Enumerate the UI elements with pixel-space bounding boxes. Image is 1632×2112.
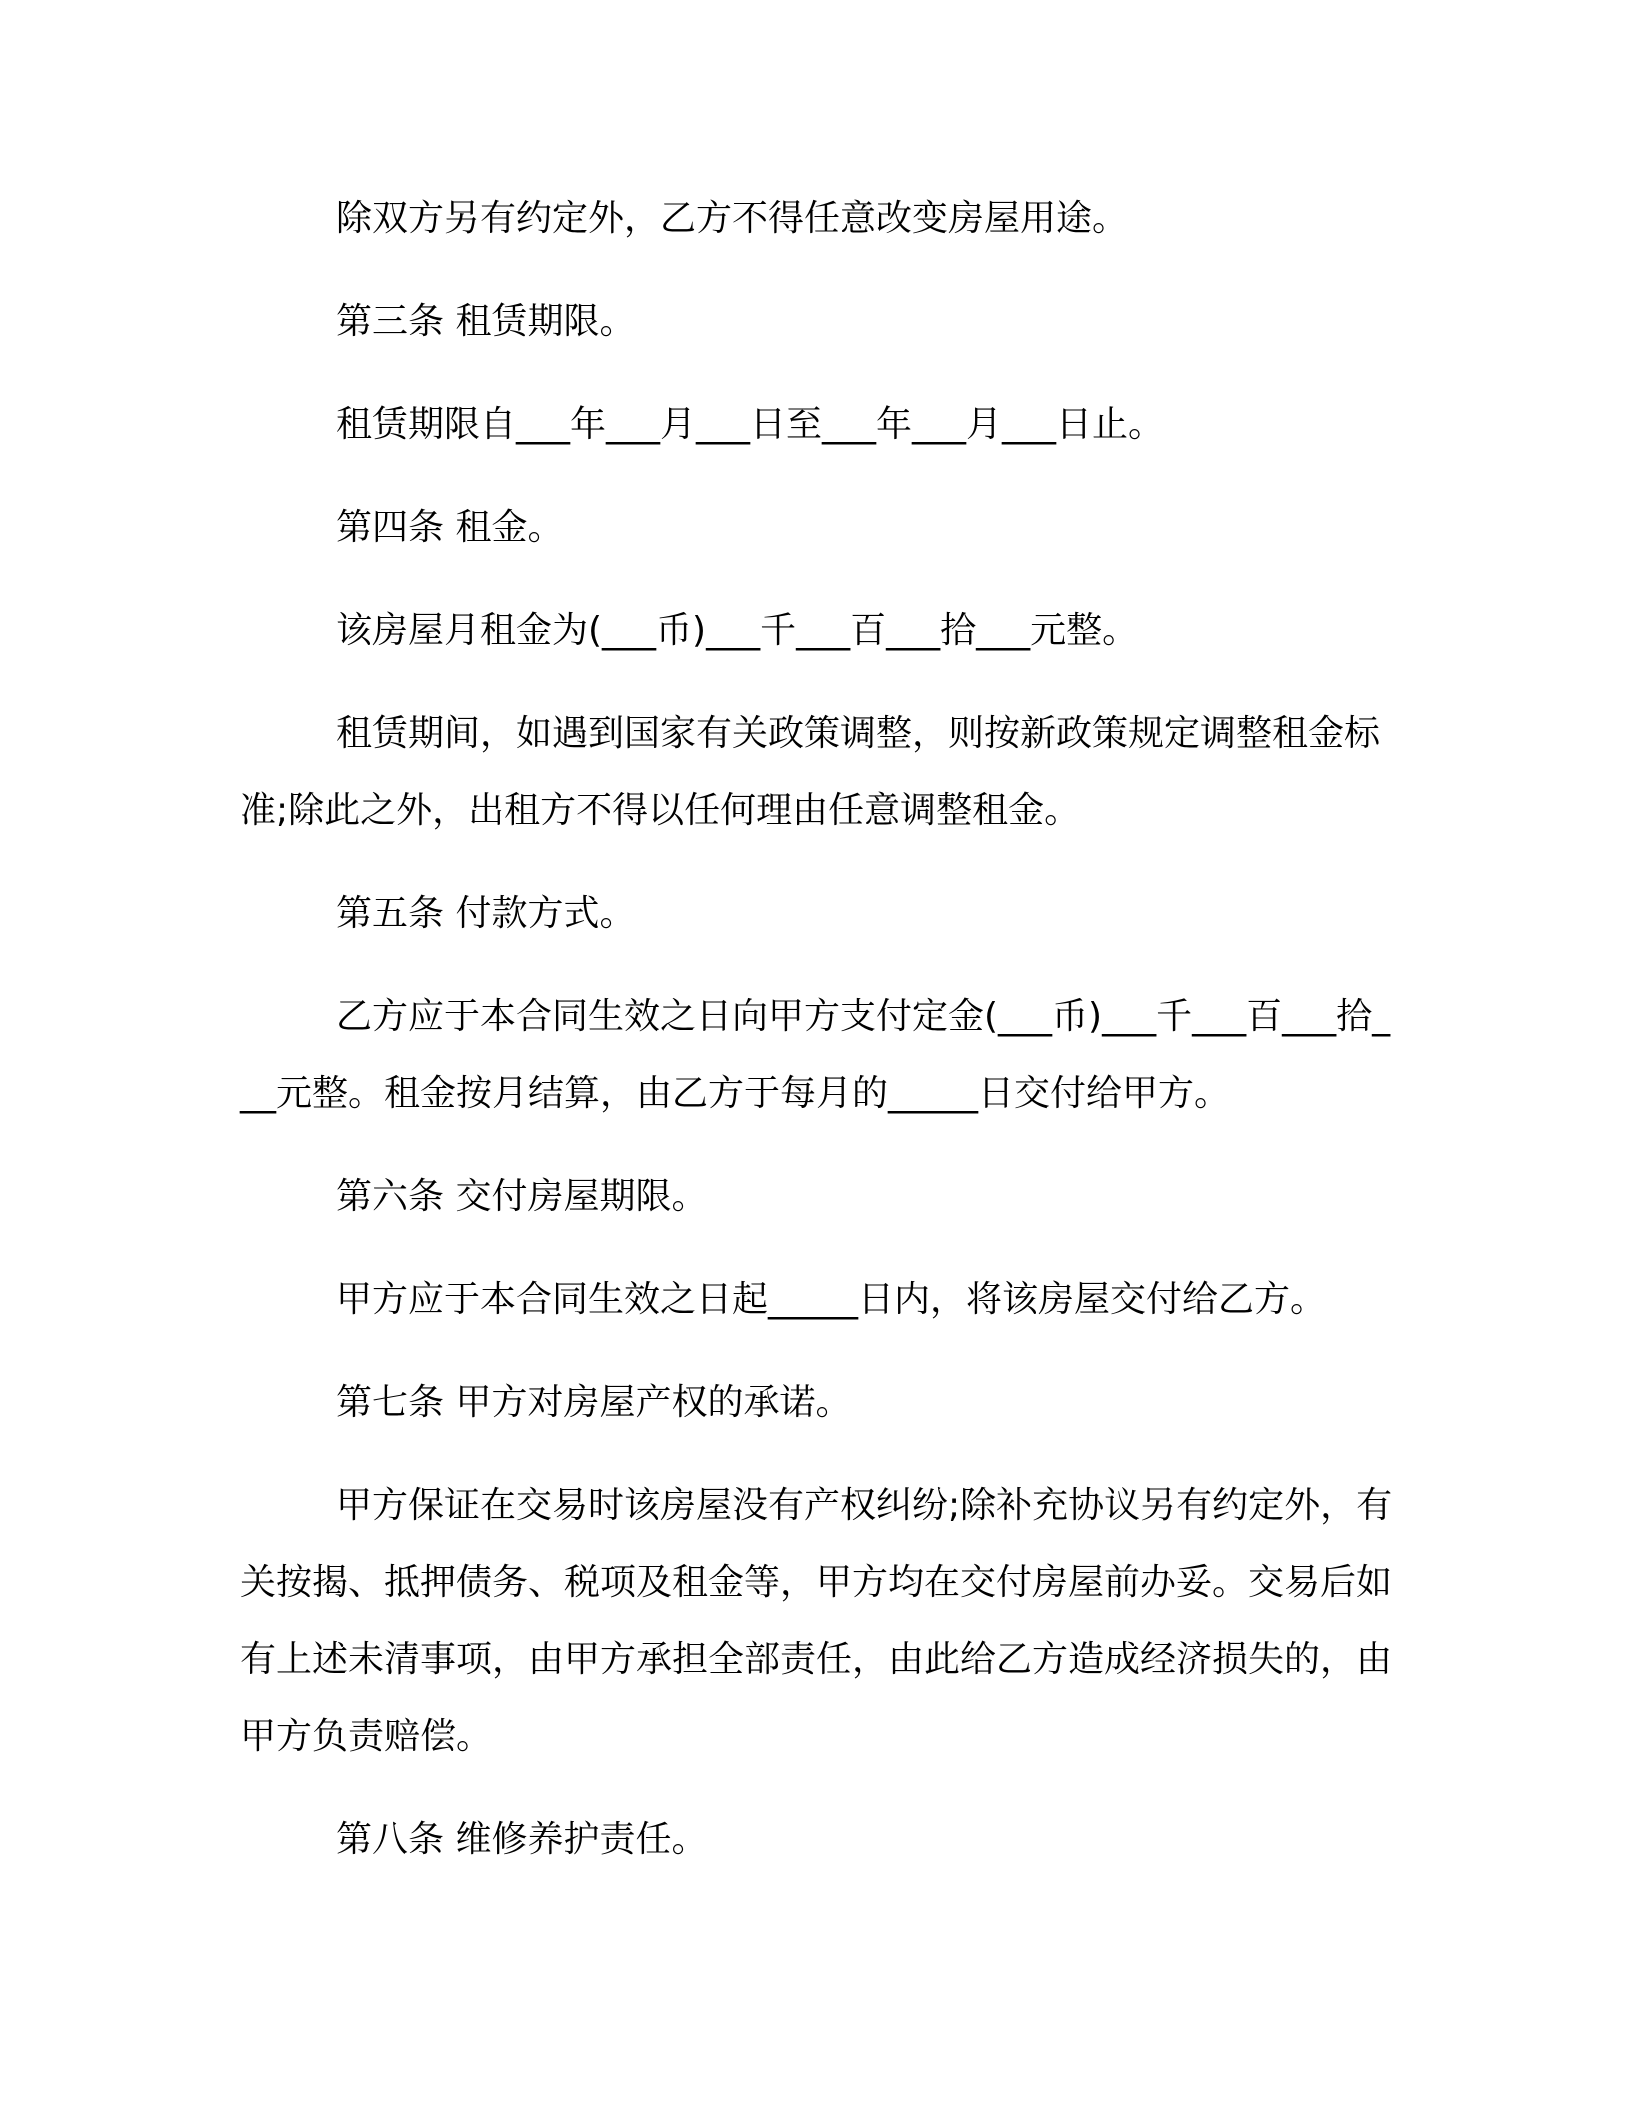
article-3-heading: 第三条 租赁期限。 bbox=[336, 301, 636, 342]
paragraph-monthly-rent: 该房屋月租金为(___币)___千___百___拾___元整。 bbox=[336, 610, 1139, 651]
paragraph-property-commitment: 甲方保证在交易时该房屋没有产权纠纷;除补充协议另有约定外，有关按揭、抵押债务、税项及租金等，甲方均在交付房屋前办妥。交易后如有上述未清事项，由甲方承担全部责任，由此给乙方造成经济损失的，由甲方负责赔偿。 bbox=[240, 1485, 1393, 1757]
paragraph-rent-adjustment: 租赁期间，如遇到国家有关政策调整，则按新政策规定调整租金标准;除此之外，出租方不得以任何理由任意调整租金。 bbox=[240, 713, 1381, 831]
paragraph-lease-term: 租赁期限自___年___月___日至___年___月___日止。 bbox=[336, 404, 1165, 445]
article-5-heading: 第五条 付款方式。 bbox=[336, 893, 636, 934]
paragraph-payment-method: 乙方应于本合同生效之日向甲方支付定金(___币)___千___百___拾___元整。租金按月结算，由乙方于每月的_____日交付给甲方。 bbox=[240, 996, 1391, 1114]
article-4-heading: 第四条 租金。 bbox=[336, 507, 564, 548]
article-7-heading: 第七条 甲方对房屋产权的承诺。 bbox=[336, 1382, 852, 1423]
paragraph-use-restriction: 除双方另有约定外，乙方不得任意改变房屋用途。 bbox=[336, 198, 1129, 239]
article-8-heading: 第八条 维修养护责任。 bbox=[336, 1819, 708, 1860]
article-6-heading: 第六条 交付房屋期限。 bbox=[336, 1176, 708, 1217]
paragraph-delivery-term: 甲方应于本合同生效之日起_____日内，将该房屋交付给乙方。 bbox=[336, 1279, 1327, 1320]
